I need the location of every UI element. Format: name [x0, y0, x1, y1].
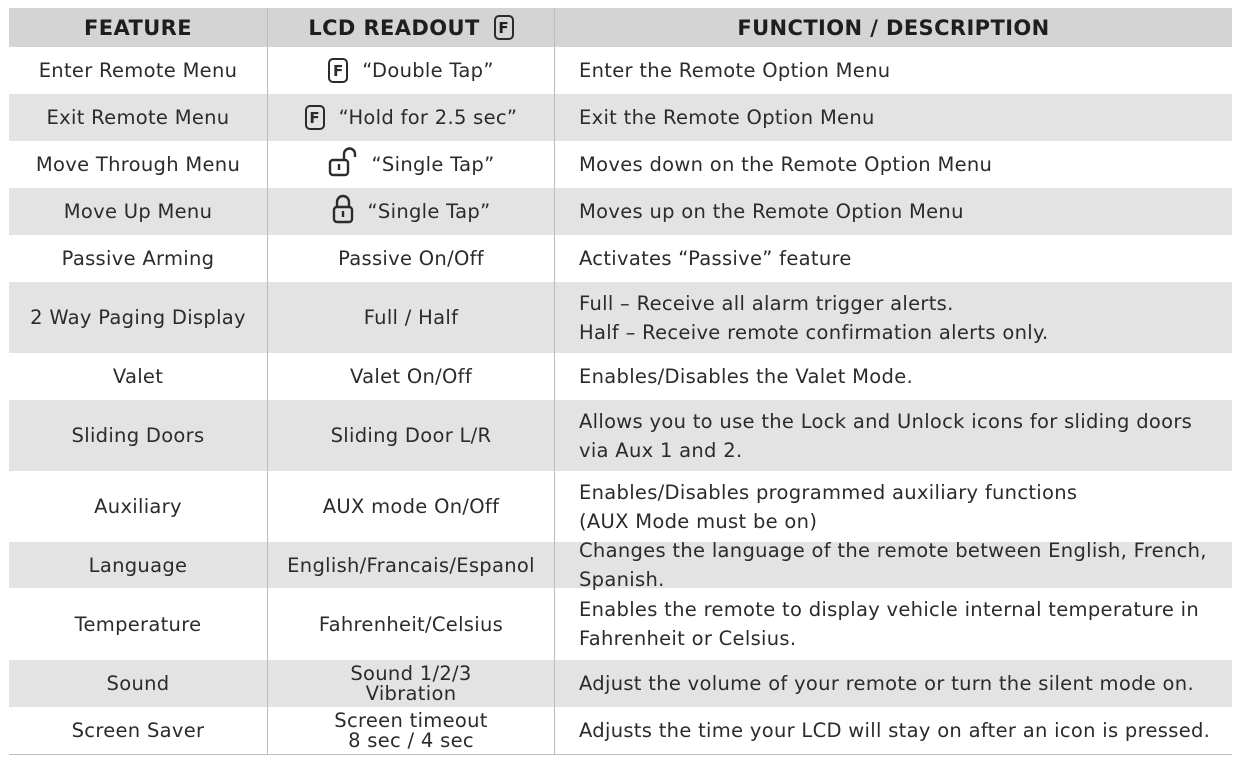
readout-content — [305, 105, 518, 130]
description-cell — [555, 282, 1232, 353]
description-cell — [555, 588, 1232, 660]
description-cell — [555, 400, 1232, 471]
readout-cell — [268, 94, 555, 141]
description-line: Changes the language of the remote between English, French, Spanish. — [579, 539, 1207, 591]
header-readout — [268, 8, 555, 47]
description-cell — [555, 707, 1232, 754]
readout-cell — [268, 47, 555, 94]
readout-cell — [268, 588, 555, 660]
readout-content — [328, 58, 494, 83]
description-cell — [555, 471, 1232, 542]
feature-cell: Move Through Menu — [9, 141, 268, 188]
feature-table — [9, 8, 1232, 754]
feature-cell: Passive Arming — [9, 235, 268, 282]
header-readout-label: LCD READOUT — [308, 15, 480, 40]
f-button-icon: F — [305, 105, 325, 130]
unlock-icon — [328, 147, 358, 182]
readout-content — [364, 306, 459, 329]
readout-text: Fahrenheit/Celsius — [318, 612, 504, 636]
description-line: via Aux 1 and 2. — [579, 438, 743, 462]
readout-text: English/Francais/Espanol — [287, 553, 535, 577]
readout-text: Sliding Door L/R — [330, 424, 492, 447]
feature-cell: 2 Way Paging Display — [9, 282, 268, 353]
table-row — [9, 539, 1232, 591]
readout-cell — [268, 400, 555, 471]
description-line: Fahrenheit or Celsius. — [579, 627, 797, 650]
description-line: (AUX Mode must be on) — [579, 509, 818, 533]
readout-text: AUX mode On/Off — [322, 495, 500, 518]
description-line: Allows you to use the Lock and Unlock icons for sliding doors — [579, 409, 1193, 433]
table-row — [9, 660, 1232, 707]
description-line: Half – Receive remote confirmation alerts only. — [579, 320, 1049, 344]
feature-cell: Sliding Doors — [9, 400, 268, 471]
readout-text: “Hold for 2.5 sec” — [338, 106, 518, 129]
description-cell — [555, 539, 1232, 591]
description-line: Moves down on the Remote Option Menu — [579, 153, 993, 176]
readout-content — [338, 247, 484, 270]
description-line: Enter the Remote Option Menu — [579, 59, 891, 82]
description-line: Full – Receive all alarm trigger alerts. — [579, 291, 954, 315]
feature-cell: Move Up Menu — [9, 188, 268, 235]
readout-cell — [268, 188, 555, 235]
f-button-icon: F — [494, 15, 514, 40]
table-bottom-rule — [9, 754, 1232, 755]
table-header — [9, 8, 1232, 47]
readout-cell — [268, 282, 555, 353]
description-line: Adjust the volume of your remote or turn the silent mode on. — [579, 672, 1194, 695]
feature-cell: Temperature — [9, 588, 268, 660]
table-row — [9, 282, 1232, 353]
readout-cell — [268, 471, 555, 542]
description-line: Adjusts the time your LCD will stay on after an icon is pressed. — [579, 719, 1211, 742]
readout-text: “Double Tap” — [362, 59, 494, 82]
readout-cell — [268, 660, 555, 707]
readout-cell — [268, 235, 555, 282]
description-cell — [555, 47, 1232, 94]
readout-text: Full / Half — [363, 306, 459, 329]
readout-text: “Single Tap” — [371, 153, 495, 176]
description-cell — [555, 235, 1232, 282]
feature-cell: Exit Remote Menu — [9, 94, 268, 141]
header-function: FUNCTION / DESCRIPTION — [737, 15, 1050, 40]
table-row — [9, 353, 1232, 400]
feature-cell: Enter Remote Menu — [9, 47, 268, 94]
readout-text: Passive On/Off — [338, 247, 484, 270]
table-row — [9, 94, 1232, 141]
table-row — [9, 471, 1232, 542]
description-cell — [555, 660, 1232, 707]
description-cell — [555, 188, 1232, 235]
description-line: Activates “Passive” feature — [579, 247, 852, 270]
description-line: Enables/Disables programmed auxiliary functions — [579, 480, 1078, 504]
table-row — [9, 47, 1232, 94]
feature-cell: Sound — [9, 660, 268, 707]
readout-cell — [268, 542, 555, 588]
readout-content — [328, 147, 495, 182]
readout-line: 8 sec / 4 sec — [348, 728, 474, 752]
readout-content — [331, 424, 492, 447]
readout-content — [287, 554, 535, 577]
table-row — [9, 141, 1232, 188]
description-line: Enables the remote to display vehicle internal temperature in — [579, 598, 1200, 621]
table-row — [9, 707, 1232, 754]
readout-cell — [268, 707, 555, 754]
feature-cell: Screen Saver — [9, 707, 268, 754]
feature-cell: Language — [9, 542, 268, 588]
table-row — [9, 588, 1232, 660]
table-row — [9, 188, 1232, 235]
description-line: Exit the Remote Option Menu — [579, 106, 875, 129]
readout-cell — [268, 141, 555, 188]
description-line: Enables/Disables the Valet Mode. — [579, 365, 914, 388]
readout-content — [319, 613, 503, 636]
readout-text: “Single Tap” — [367, 200, 491, 223]
readout-content — [350, 365, 472, 388]
header-feature: FEATURE — [9, 8, 268, 47]
readout-content — [332, 194, 491, 229]
f-button-icon: F — [328, 58, 348, 83]
description-line: Moves up on the Remote Option Menu — [579, 200, 964, 223]
lock-icon — [332, 194, 354, 229]
readout-line: Vibration — [365, 681, 457, 705]
feature-cell: Auxiliary — [9, 471, 268, 542]
description-cell — [555, 141, 1232, 188]
readout-line: Sound 1/2/3 — [350, 661, 472, 685]
readout-content — [323, 495, 500, 518]
readout-line: Screen timeout — [334, 708, 488, 732]
readout-text: Valet On/Off — [350, 365, 472, 388]
description-cell — [555, 353, 1232, 400]
feature-cell: Valet — [9, 353, 268, 400]
readout-cell — [268, 353, 555, 400]
description-cell — [555, 94, 1232, 141]
table-row — [9, 400, 1232, 471]
table-row — [9, 235, 1232, 282]
